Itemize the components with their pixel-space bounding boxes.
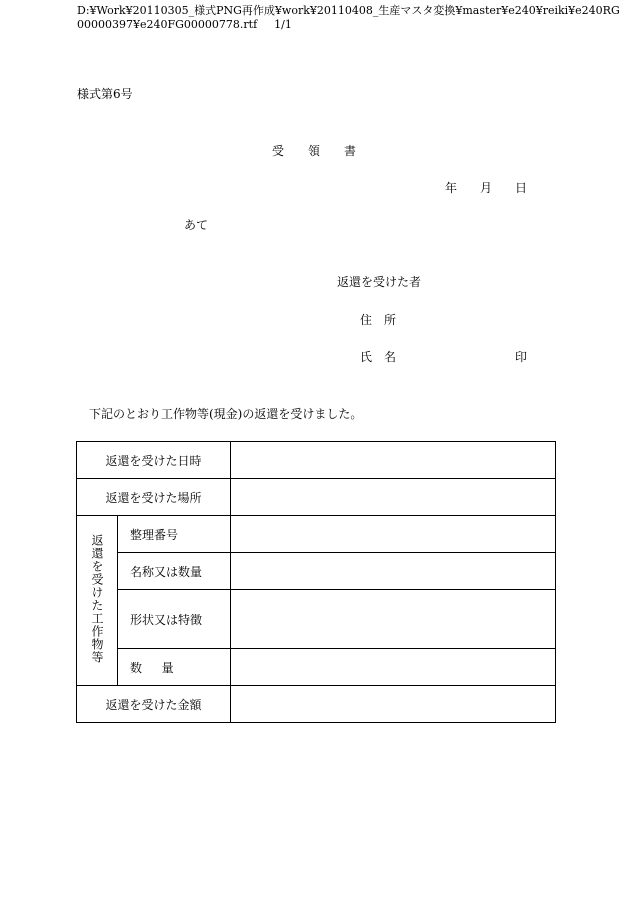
label-amount: 返還を受けた金額	[77, 686, 231, 723]
label-qty	[118, 649, 231, 686]
table-row-number	[77, 516, 556, 553]
file-path-line1: D:¥Work¥20110305_様式PNG再作成¥work¥20110408_生産マスタ変換¥master¥e240¥reiki¥e240RG	[77, 4, 620, 17]
seal-mark: 印	[515, 350, 528, 364]
name-char-1: 氏	[360, 350, 373, 364]
qty-char-1: 数	[130, 660, 143, 675]
name-char-2: 名	[384, 350, 397, 364]
table-row-amount	[77, 686, 556, 723]
group-label-vertical: 返還を受けた工作物等	[90, 534, 104, 664]
value-amount	[231, 686, 556, 723]
table-row-qty	[77, 649, 556, 686]
value-name-qty	[231, 553, 556, 590]
value-datetime	[231, 442, 556, 479]
addressee-suffix: あて	[184, 218, 209, 232]
date-year-label: 年	[445, 181, 458, 195]
title-char-1: 受	[272, 144, 285, 158]
returnee-heading: 返還を受けた者	[337, 275, 422, 289]
file-path-line2	[77, 18, 292, 32]
file-path-filename: 00000397¥e240FG00000778.rtf	[77, 18, 258, 31]
label-datetime: 返還を受けた日時	[77, 442, 231, 479]
value-place	[231, 479, 556, 516]
label-number: 整理番号	[118, 516, 231, 553]
table-row-place	[77, 479, 556, 516]
group-label-cell	[77, 516, 118, 686]
title-char-3: 書	[344, 144, 357, 158]
form-number: 様式第6号	[77, 87, 133, 101]
label-name-qty: 名称又は数量	[118, 553, 231, 590]
value-shape	[231, 590, 556, 649]
qty-char-2: 量	[161, 660, 174, 675]
date-month-label: 月	[480, 181, 493, 195]
receipt-table	[76, 441, 556, 723]
date-day-label: 日	[515, 181, 528, 195]
title-char-2: 領	[308, 144, 321, 158]
page-indicator: 1/1	[274, 18, 292, 31]
table-row-datetime	[77, 442, 556, 479]
value-qty	[231, 649, 556, 686]
address-char-1: 住	[360, 313, 373, 327]
address-char-2: 所	[384, 313, 397, 327]
table-row-name-qty	[77, 553, 556, 590]
label-shape: 形状又は特徴	[118, 590, 231, 649]
value-number	[231, 516, 556, 553]
table-row-shape	[77, 590, 556, 649]
label-place: 返還を受けた場所	[77, 479, 231, 516]
statement-text: 下記のとおり工作物等(現金)の返還を受けました。	[89, 407, 363, 421]
